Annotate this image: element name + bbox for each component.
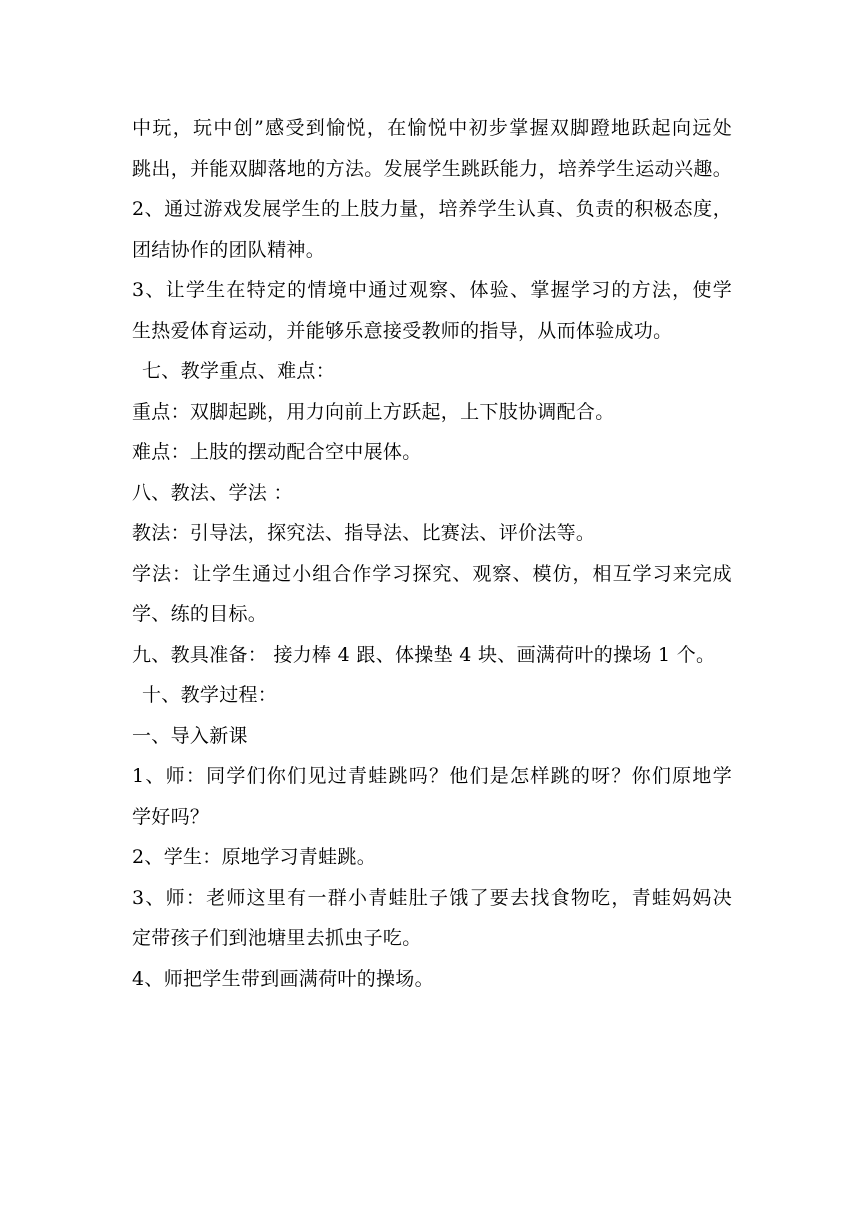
paragraph-line: 1、师：同学们你们见过青蛙跳吗？他们是怎样跳的呀？你们原地学	[132, 765, 732, 787]
paragraph-line: 2、学生：原地学习青蛙跳。	[132, 846, 376, 868]
section-heading: 九、教具准备： 接力棒 4 跟、体操垫 4 块、画满荷叶的操场 1 个。	[132, 643, 716, 666]
paragraph-line: 重点：双脚起跳，用力向前上方跃起，上下肢协调配合。	[132, 400, 615, 423]
paragraph-line: 2、通过游戏发展学生的上肢力量，培养学生认真、负责的积极态度，	[132, 198, 732, 220]
paragraph-line: 3、师：老师这里有一群小青蛙肚子饿了要去找食物吃，青蛙妈妈决	[132, 886, 732, 909]
section-heading: 七、教学重点、难点：	[142, 360, 336, 382]
paragraph-line: 4、师把学生带到画满荷叶的操场。	[132, 967, 434, 990]
paragraph-line: 学好吗？	[132, 805, 210, 828]
paragraph-line: 难点：上肢的摆动配合空中展体。	[132, 441, 422, 463]
paragraph-line: 团结协作的团队精神。	[132, 238, 326, 261]
paragraph-line: 定带孩子们到池塘里去抓虫子吃。	[132, 927, 422, 949]
paragraph-line: 学法：让学生通过小组合作学习探究、观察、模仿，相互学习来完成	[132, 562, 732, 585]
paragraph-line: 生热爱体育运动，并能够乐意接受教师的指导，从而体验成功。	[132, 319, 673, 342]
paragraph-line: 中玩，玩中创”感受到愉悦，在愉悦中初步掌握双脚蹬地跃起向远处	[132, 117, 732, 139]
paragraph-line: 教法：引导法，探究法、指导法、比赛法、评价法等。	[132, 522, 596, 544]
section-heading: 八、教法、学法 ：	[132, 481, 293, 504]
paragraph-line: 学、练的目标。	[132, 603, 268, 625]
paragraph-line: 跳出，并能双脚落地的方法。发展学生跳跃能力，培养学生运动兴趣。	[132, 157, 732, 180]
section-heading: 十、教学过程：	[142, 684, 278, 706]
document-page	[132, 108, 732, 999]
section-heading: 一、导入新课	[132, 724, 248, 747]
paragraph-line: 3、让学生在特定的情境中通过观察、体验、掌握学习的方法，使学	[132, 279, 732, 301]
